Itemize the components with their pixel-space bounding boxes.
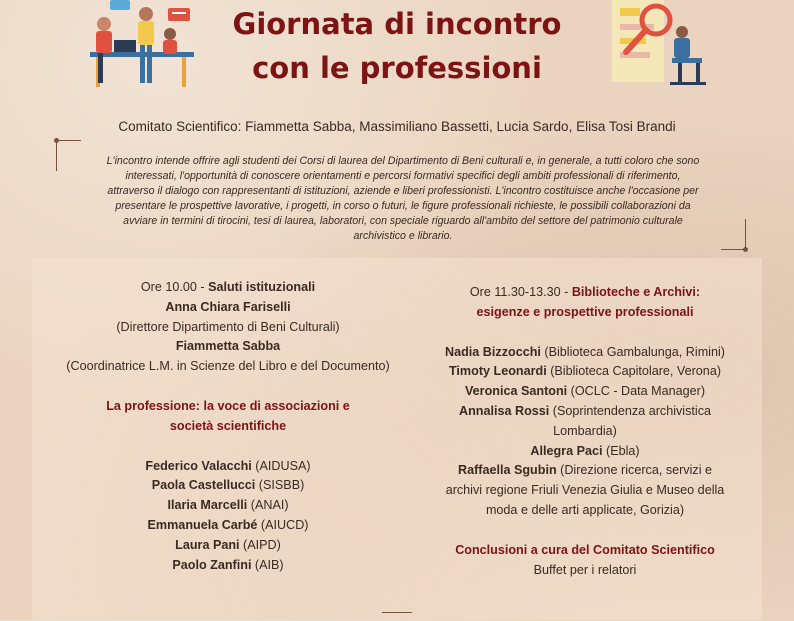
frame-dot — [743, 247, 748, 252]
session-title: La professione: la voce di associazioni e — [106, 398, 350, 413]
intro-line: archivistico e librario. — [353, 230, 453, 242]
speaker-name: Fiammetta Sabba — [175, 339, 281, 354]
speaker-name: Paolo Zanfini — [172, 557, 252, 572]
intro-line: avviare in termini di tirocini, tesi di laurea, laboratori, con speciale riguardo all'ambito del settore del patrimonio culturale — [123, 215, 683, 227]
intro-line: L'incontro intende offrire agli studenti dei Corsi di laurea del Dipartimento di Beni culturali e, in generale, a tutti coloro che sono — [106, 155, 700, 167]
intro-line: interessati, l'opportunità di conoscere orientamenti e percorsi formativi specifici degli ambiti professionali di riferimento, — [125, 170, 681, 182]
speaker-org: (OCLC - Data Manager) — [567, 384, 706, 399]
speaker-name: Nadia Bizzocchi — [445, 344, 541, 359]
session-time: Ore 11.30-13.30 - — [469, 285, 572, 299]
speaker-entry — [418, 382, 752, 402]
speaker-name: Timoty Leonardi — [448, 364, 547, 379]
speaker-entry — [418, 343, 752, 363]
speaker-org: (SISBB) — [255, 478, 305, 493]
speaker-name: Laura Pani — [175, 537, 240, 552]
speaker-entry — [418, 422, 752, 442]
session-time: Ore 10.00 - — [140, 280, 209, 294]
speaker-org: (Direzione ricerca, servizi e — [556, 463, 713, 478]
speaker-org: (Soprintendenza archivistica — [549, 403, 711, 418]
session-title: esigenze e prospettive professionali — [476, 304, 694, 319]
speaker-org: (Biblioteca Capitolare, Verona) — [546, 364, 722, 379]
research-magnifier-illustration — [606, 0, 716, 92]
program-right-column — [418, 283, 752, 580]
conclusion-note: Conclusioni a cura del Comitato Scientifico — [455, 542, 715, 557]
scientific-committee: Comitato Scientifico: Fiammetta Sabba, Massimiliano Bassetti, Lucia Sardo, Elisa Tosi Brandi — [118, 119, 676, 134]
speaker-name: Annalisa Rossi — [459, 403, 550, 418]
title-line-2: con le professioni — [252, 51, 542, 85]
speaker-name: Raffaella Sgubin — [457, 463, 557, 478]
page-title — [180, 2, 614, 90]
speaker-name: Emmanuela Carbé — [147, 517, 258, 532]
speaker-org: moda e delle arti applicate, Gorizia) — [485, 502, 685, 517]
session-title: Saluti istituzionali — [208, 280, 316, 294]
intro-line: presentare le prospettive lavorative, i progetti, in corso o futuri, le figure professionali richieste, le possibili collaborazioni da — [115, 200, 691, 212]
speaker-org: (Ebla) — [602, 443, 640, 458]
session-title: Biblioteche e Archivi: — [571, 285, 701, 299]
intro-paragraph — [68, 154, 738, 244]
speaker-role: (Direttore Dipartimento di Beni Culturali) — [116, 319, 340, 334]
speaker-org: (Biblioteca Gambalunga, Rimini) — [540, 344, 725, 359]
speaker-entry — [418, 442, 752, 462]
speaker-org: archivi regione Friuli Venezia Giulia e Museo della — [445, 483, 725, 498]
session-title: società scientifiche — [169, 418, 287, 433]
speaker-entry — [418, 461, 752, 481]
speaker-org: Lombardia) — [553, 423, 617, 438]
speaker-name: Veronica Santoni — [464, 384, 568, 399]
speaker-name: Paola Castellucci — [151, 478, 256, 493]
speaker-entry — [418, 402, 752, 422]
speaker-entry — [38, 556, 418, 576]
speaker-name: Allegra Paci — [530, 443, 603, 458]
speaker-name: Anna Chiara Fariselli — [165, 299, 291, 314]
session-heading — [38, 278, 418, 298]
speaker-name: Federico Valacchi — [145, 458, 252, 473]
session-heading — [418, 283, 752, 303]
speaker-org: (ANAI) — [247, 498, 289, 513]
buffet-note: Buffet per i relatori — [533, 562, 637, 577]
speaker-role: (Coordinatrice L.M. in Scienze del Libro e del Documento) — [66, 359, 390, 374]
speaker-entry — [38, 457, 418, 477]
speaker-entry — [38, 496, 418, 516]
speaker-org: (AIDUSA) — [251, 458, 311, 473]
intro-line: attraverso il dialogo con rappresentanti di istituzioni, aziende e liberi professionisti. L'incontro costituisce anche l'occasione per — [107, 185, 699, 197]
speaker-entry — [418, 481, 752, 501]
frame-dot — [54, 138, 59, 143]
speaker-org: (AIUCD) — [257, 517, 309, 532]
title-line-1: Giornata di incontro — [232, 7, 562, 41]
program-left-column — [38, 278, 418, 575]
speaker-entry — [38, 516, 418, 536]
speaker-entry — [38, 536, 418, 556]
speaker-entry — [38, 476, 418, 496]
speaker-org: (AIPD) — [239, 537, 281, 552]
speaker-entry — [418, 501, 752, 521]
speaker-entry — [418, 362, 752, 382]
speaker-name: Ilaria Marcelli — [167, 498, 248, 513]
speaker-org: (AIB) — [251, 557, 284, 572]
